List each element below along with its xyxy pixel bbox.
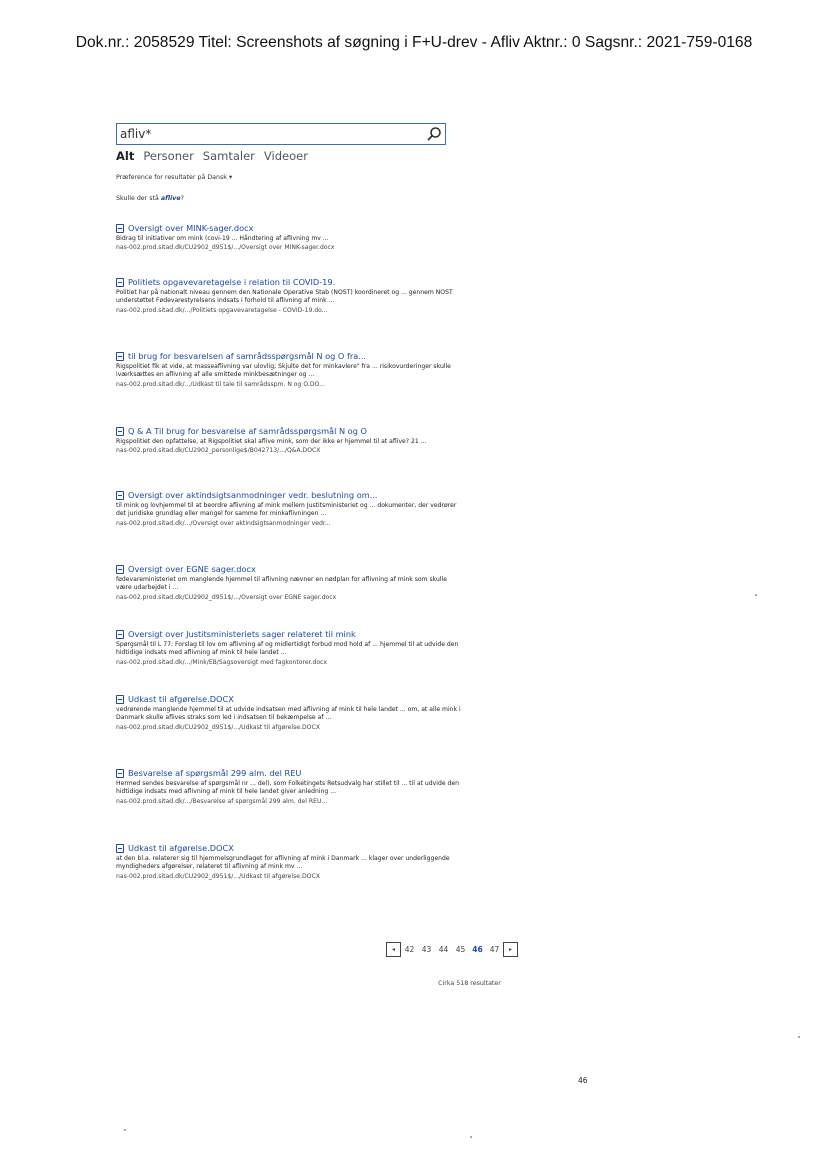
- result-url[interactable]: nas-002.prod.sitad.dk/CU2902_d951$/.../Udkast til afgørelse.DOCX: [116, 723, 320, 731]
- tab-people[interactable]: Personer: [143, 149, 194, 163]
- result-title[interactable]: Udkast til afgørelse.DOCX: [128, 843, 234, 853]
- result-url[interactable]: nas-002.prod.sitad.dk/.../Besvarelse af spørgsmål 299 alm. del REU...: [116, 797, 328, 805]
- page-link[interactable]: 44: [438, 945, 449, 954]
- search-input[interactable]: [120, 125, 410, 143]
- language-preference[interactable]: Præference for resultater på Dansk ▾: [116, 174, 233, 181]
- search-result: [116, 629, 461, 666]
- result-title-link[interactable]: [116, 564, 461, 574]
- result-snippet: Bidrag til initiativer om mink (covi-19 ... Håndtering af aflivning mv ...: [116, 235, 329, 242]
- suggestion-link[interactable]: aflive: [160, 195, 181, 202]
- result-url[interactable]: nas-002.prod.sitad.dk/CU2902_d951$/.../Udkast til afgørelse.DOCX: [116, 872, 320, 880]
- result-title-link[interactable]: [116, 768, 461, 778]
- spelling-suggestion: [116, 195, 184, 202]
- result-url[interactable]: nas-002.prod.sitad.dk/.../Udkast til tale til samrådsspm. N og O.DO...: [116, 380, 325, 388]
- result-title[interactable]: Oversigt over aktindsigtsanmodninger vedr. beslutning om...: [128, 490, 378, 500]
- result-url[interactable]: nas-002.prod.sitad.dk/CU2902_personlige$/B042713/.../Q&A.DOCX: [116, 447, 321, 455]
- word-doc-icon: [116, 278, 124, 287]
- result-title-link[interactable]: [116, 426, 461, 436]
- word-doc-icon: [116, 769, 124, 778]
- result-url[interactable]: nas-002.prod.sitad.dk/.../Mink/EB/Sagsoversigt med fagkontorer.docx: [116, 658, 328, 666]
- tab-conversations[interactable]: Samtaler: [202, 149, 255, 163]
- page-link-current[interactable]: 46: [472, 945, 483, 954]
- result-title-link[interactable]: [116, 843, 461, 853]
- tab-videos[interactable]: Videoer: [263, 149, 308, 163]
- result-url[interactable]: nas-002.prod.sitad.dk/CU2902_d951$/.../Oversigt over MINK-sager.docx: [116, 244, 335, 252]
- result-title-link[interactable]: [116, 694, 461, 704]
- search-result: [116, 768, 461, 805]
- suggestion-prefix: Skulle der stå: [116, 195, 161, 202]
- word-doc-icon: [116, 844, 124, 853]
- result-title[interactable]: til brug for besvarelsen af samrådsspørgsmål N og O fra...: [128, 351, 367, 361]
- search-result: [116, 277, 461, 314]
- result-url[interactable]: nas-002.prod.sitad.dk/CU2902_d951$/.../Oversigt over EGNE sager.docx: [116, 593, 337, 601]
- result-snippet: Rigspolitiet fik at vide, at masseaflivning var ulovlig; Skjulte det for minkavlere" fra ... risikovurderinger skulle iværksættes en aflivning af alle smittede minkbesætninger og ...: [116, 363, 451, 379]
- result-title-link[interactable]: [116, 277, 461, 287]
- chevron-left-icon[interactable]: ◂: [386, 942, 401, 957]
- result-snippet: Spørgsmål til L 77: Forslag til lov om aflivning af og midlertidigt forbud mod hold af ... hjemmel til at udvide den hidtidige indsats med aflivning af mink til hele landet ...: [116, 641, 459, 657]
- scan-speck: [470, 1136, 472, 1138]
- result-title[interactable]: Q & A Til brug for besvarelse af samrådsspørgsmål N og O: [128, 426, 367, 436]
- search-result: [116, 351, 461, 388]
- page-link[interactable]: 47: [489, 945, 500, 954]
- word-doc-icon: [116, 565, 124, 574]
- scan-speck: [755, 594, 757, 596]
- scan-speck: [124, 1129, 126, 1131]
- search-tabs: [116, 149, 308, 163]
- result-snippet: fødevareministeriet om manglende hjemmel til aflivning nævner en nødplan for aflivning af mink som skulle være udarbejdet i ...: [116, 576, 448, 592]
- result-title-link[interactable]: [116, 223, 461, 233]
- result-count: Cirka 518 resultater: [438, 980, 501, 987]
- search-box[interactable]: [116, 123, 446, 145]
- search-result: [116, 223, 461, 251]
- page-link[interactable]: 43: [421, 945, 432, 954]
- result-snippet: at den bl.a. relaterer sig til hjemmelsgrundlaget for aflivning af mink i Danmark ... klager over underliggende myndigheders afgørelser, relateret til aflivning af mink mv ...: [116, 855, 450, 871]
- word-doc-icon: [116, 224, 124, 233]
- search-result: [116, 564, 461, 601]
- word-doc-icon: [116, 630, 124, 639]
- result-url[interactable]: nas-002.prod.sitad.dk/.../Politiets opgavevaretagelse - COVID-19.do...: [116, 306, 328, 314]
- word-doc-icon: [116, 491, 124, 500]
- result-title[interactable]: Oversigt over EGNE sager.docx: [128, 564, 256, 574]
- result-title[interactable]: Besvarelse af spørgsmål 299 alm. del REU: [128, 768, 302, 778]
- result-snippet: vedrørende manglende hjemmel til at udvide indsatsen med aflivning af mink til hele landet ... om, at alle mink i Danmark skulle aflives straks som led i indsatsen til bekæmpelse af ...: [116, 706, 461, 722]
- search-result: [116, 490, 461, 527]
- chevron-right-icon[interactable]: ▸: [503, 942, 518, 957]
- result-snippet: Hermed sendes besvarelse af spørgsmål nr ... del), som Folketingets Retsudvalg har stillet til ... til at udvide den hidtidige indsats med aflivning af mink til hele landet giver anledning ...: [116, 780, 459, 796]
- search-result: [116, 843, 461, 880]
- word-doc-icon: [116, 352, 124, 361]
- search-icon[interactable]: [426, 126, 442, 142]
- search-result: [116, 426, 461, 454]
- result-title[interactable]: Oversigt over Justitsministeriets sager relateret til mink: [128, 629, 356, 639]
- word-doc-icon: [116, 695, 124, 704]
- result-url[interactable]: nas-002.prod.sitad.dk/.../Oversigt over aktindsigtsanmodninger vedr...: [116, 519, 331, 527]
- result-snippet: Rigspolitiet den opfattelse, at Rigspolitiet skal aflive mink, som der ikke er hjemmel til at aflive? 21 ...: [116, 438, 427, 445]
- scan-speck: [798, 1036, 800, 1038]
- result-title-link[interactable]: [116, 351, 461, 361]
- page-link[interactable]: 45: [455, 945, 466, 954]
- document-header: Dok.nr.: 2058529 Titel: Screenshots af søgning i F+U-drev - Afliv Aktnr.: 0 Sagsnr.: 2021-759-0168: [75, 34, 753, 51]
- pagination: [386, 942, 518, 957]
- result-title-link[interactable]: [116, 490, 461, 500]
- result-title[interactable]: Politiets opgavevaretagelse i relation til COVID-19.: [128, 277, 336, 287]
- result-title-link[interactable]: [116, 629, 461, 639]
- tab-all[interactable]: Alt: [116, 149, 135, 163]
- page-number: 46: [578, 1076, 588, 1085]
- suggestion-suffix: ?: [180, 195, 184, 202]
- word-doc-icon: [116, 427, 124, 436]
- search-result: [116, 694, 461, 731]
- result-snippet: Politiet har på nationalt niveau gennem den Nationale Operative Stab (NOST) koordineret og ... gennem NOST understøttet Fødevarestyrelsens indsats i forhold til aflivning af mink ...: [116, 289, 453, 305]
- page-link[interactable]: 42: [404, 945, 415, 954]
- result-snippet: til mink og lovhjemmel til at beordre aflivning af mink mellem Justitsministeriet og ... dokumenter, der vedrører det juridiske grundlag eller mangel for samme for minkaflivningen ...: [116, 502, 457, 518]
- result-title[interactable]: Udkast til afgørelse.DOCX: [128, 694, 234, 704]
- result-title[interactable]: Oversigt over MINK-sager.docx: [128, 223, 254, 233]
